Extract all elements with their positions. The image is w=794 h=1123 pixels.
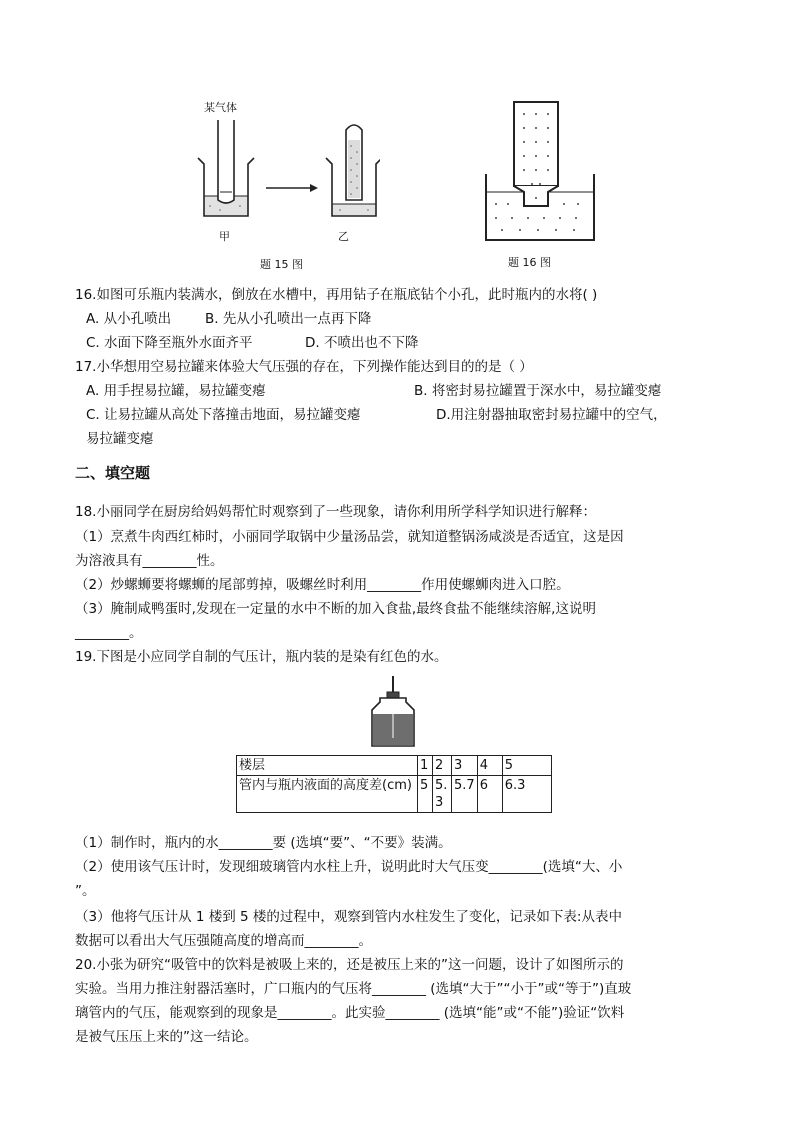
- figure-15-caption: 题 15 图: [260, 258, 303, 271]
- q18-p1-line2: 为溶液具有________性。: [75, 553, 224, 569]
- section-title: 二、填空题: [75, 464, 151, 482]
- label-yi: 乙: [338, 230, 349, 243]
- row2-header: 管内与瓶内液面的高度差(cm): [237, 776, 418, 813]
- floor-cell: 3: [452, 756, 478, 776]
- floor-height-table: [236, 755, 552, 813]
- q18-p3-line2: ________。: [75, 625, 143, 641]
- floor-cell: 4: [477, 756, 502, 776]
- height-cell: 5.7: [452, 776, 478, 813]
- height-cell: 5.3: [433, 776, 452, 813]
- q20-line3: 璃管内的气压，能观察到的现象是________。此实验________ (选填“能”或“不能”)验证“饮料: [75, 1005, 625, 1021]
- q17-option-d: D.用注射器抽取密封易拉罐中的空气，: [436, 407, 667, 423]
- q19-p1: （1）制作时，瓶内的水________要 (选填“要”、“不要》装满。: [75, 835, 452, 851]
- table-row: [237, 776, 552, 813]
- table-row: [237, 756, 552, 776]
- q18-p3-line1: （3）腌制咸鸭蛋时,发现在一定量的水中不断的加入食盐,最终食盐不能继续溶解,这说明: [75, 601, 596, 617]
- q17-option-d-cont: 易拉罐变瘪: [86, 431, 154, 447]
- floor-cell: 1: [418, 756, 433, 776]
- q16-stem: 16.如图可乐瓶内装满水，倒放在水槽中，再用钻子在瓶底钻个小孔，此时瓶内的水将( ): [75, 287, 598, 303]
- q19-p3-line2: 数据可以看出大气压强随高度的增高而________。: [75, 933, 372, 949]
- barometer-figure: [366, 674, 420, 750]
- q17-option-c: C. 让易拉罐从高处下落撞击地面，易拉罐变瘪: [86, 407, 361, 423]
- q19-p2-line2: ”。: [75, 883, 96, 899]
- q20-line4: 是被气压压上来的”这一结论。: [75, 1029, 258, 1045]
- q16-option-a: A. 从小孔喷出: [86, 311, 172, 327]
- row1-header: 楼层: [237, 756, 418, 776]
- figure-16-caption: 题 16 图: [508, 256, 551, 269]
- q19-stem: 19.下图是小应同学自制的气压计，瓶内装的是染有红色的水。: [75, 649, 448, 665]
- height-cell: 5: [418, 776, 433, 813]
- height-cell: 6: [477, 776, 502, 813]
- label-jia: 甲: [219, 230, 230, 243]
- gas-label: 某气体: [204, 101, 237, 114]
- floor-cell: 2: [433, 756, 452, 776]
- q17-option-a: A. 用手捏易拉罐，易拉罐变瘪: [86, 383, 266, 399]
- q19-p2-line1: （2）使用该气压计时，发现细玻璃管内水柱上升，说明此时大气压变________(选填“大、小: [75, 859, 623, 875]
- q16-option-c: C. 水面下降至瓶外水面齐平: [86, 335, 253, 351]
- height-cell: 6.3: [502, 776, 551, 813]
- q16-option-b: B. 先从小孔喷出一点再下降: [205, 311, 372, 327]
- q18-stem: 18.小丽同学在厨房给妈妈帮忙时观察到了一些现象，请你利用所学科学知识进行解释：: [75, 504, 596, 520]
- q18-p2: （2）炒螺蛳要将螺蛳的尾部剪掉，吸螺丝时利用________作用使螺蛳肉进入口腔。: [75, 577, 570, 593]
- q20-line2: 实验。当用力推注射器活塞时，广口瓶内的气压将________ (选填“大于”“小于”或“等于”)直玻: [75, 981, 632, 997]
- q20-line1: 20.小张为研究“吸管中的饮料是被吸上来的，还是被压上来的”这一问题，设计了如图所示的: [75, 957, 624, 973]
- q17-option-b: B. 将密封易拉罐置于深水中，易拉罐变瘪: [414, 383, 662, 399]
- q19-p3-line1: （3）他将气压计从 1 楼到 5 楼的过程中，观察到管内水柱发生了变化，记录如下表:从表中: [75, 909, 622, 925]
- q16-option-d: D. 不喷出也不下降: [305, 335, 419, 351]
- q17-stem: 17.小华想用空易拉罐来体验大气压强的存在，下列操作能达到目的的是（ ）: [75, 359, 533, 375]
- q18-p1-line1: （1）烹煮牛肉西红柿时，小丽同学取锅中少量汤品尝，就知道整锅汤咸淡是否适宜，这是因: [75, 529, 624, 545]
- floor-cell: 5: [502, 756, 551, 776]
- figure-16-diagram: [480, 98, 600, 248]
- figure-15-diagram: [190, 96, 380, 271]
